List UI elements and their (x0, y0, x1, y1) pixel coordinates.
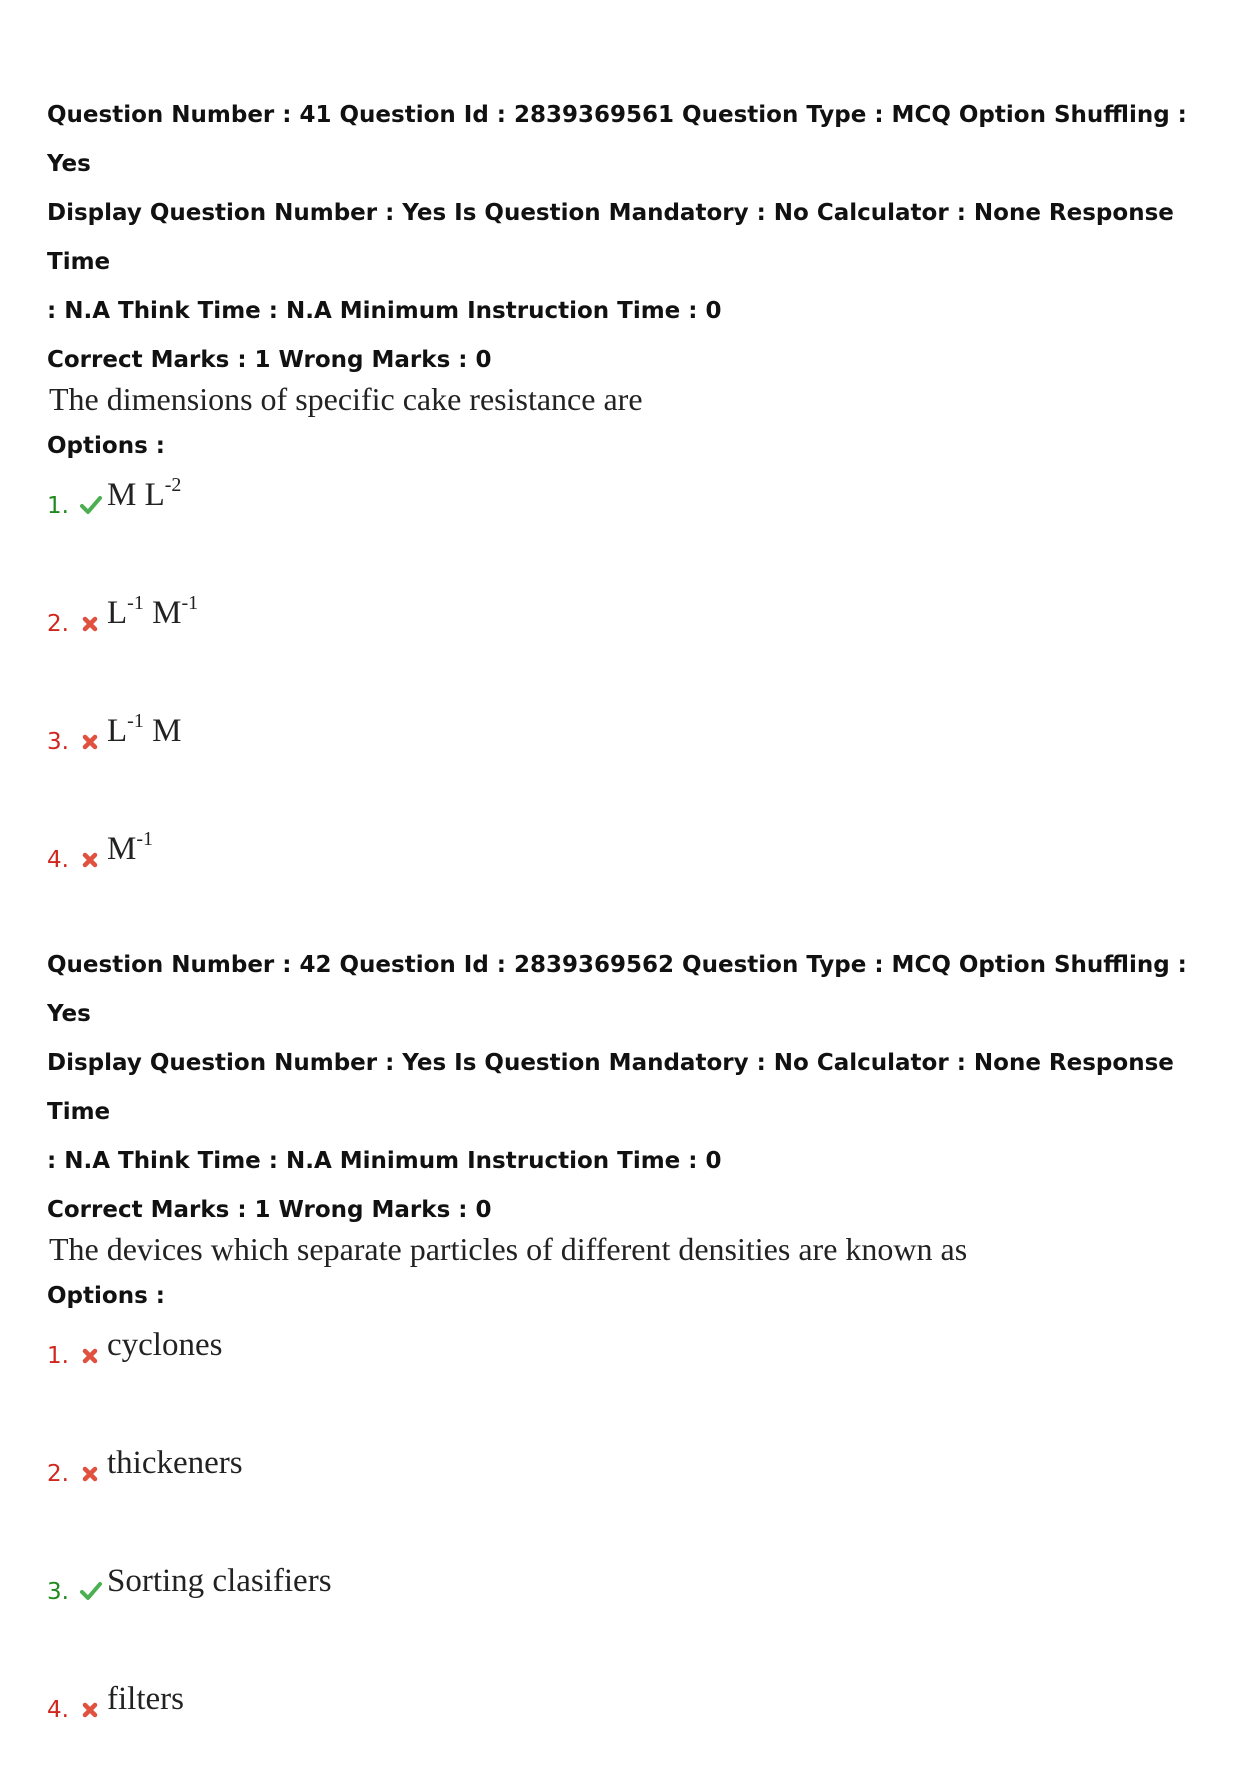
question-text: The dimensions of specific cake resistance are (49, 381, 643, 417)
question-meta-line: : N.A Think Time : N.A Minimum Instruction Time : 0 (47, 298, 722, 324)
option-text (107, 1679, 184, 1719)
option-superscript: -1 (136, 828, 154, 850)
option-text-run: Sorting clasifiers (107, 1563, 332, 1599)
option-text-run: filters (107, 1681, 184, 1717)
option-text-run: M (143, 595, 182, 631)
option-number: 1. (47, 1343, 69, 1369)
cross-icon (79, 1697, 103, 1721)
cross-icon (79, 847, 103, 871)
option-item (47, 461, 1207, 579)
option-number: 2. (47, 611, 69, 637)
option-superscript: -1 (127, 592, 144, 614)
question-meta-line: : N.A Think Time : N.A Minimum Instruction Time : 0 (47, 1148, 722, 1174)
option-text (107, 475, 181, 515)
option-text (107, 711, 181, 751)
option-superscript: -1 (181, 592, 199, 614)
options-list (47, 1311, 1207, 1783)
option-item (47, 1665, 1207, 1783)
cross-icon (79, 1461, 103, 1485)
question-marks: Correct Marks : 1 Wrong Marks : 0 (47, 347, 492, 373)
option-text (107, 593, 198, 633)
option-text (107, 829, 153, 869)
check-icon (79, 1579, 103, 1603)
option-text-run: L (107, 595, 128, 631)
option-item (47, 697, 1207, 815)
option-item (47, 579, 1207, 697)
options-label: Options : (47, 433, 165, 459)
option-text-run: thickeners (107, 1445, 243, 1481)
option-number: 1. (47, 493, 69, 519)
option-text-run: L (107, 713, 128, 749)
option-text (107, 1443, 243, 1483)
options-label: Options : (47, 1283, 165, 1309)
option-superscript: -1 (127, 710, 144, 732)
option-number: 2. (47, 1461, 69, 1487)
option-number: 3. (47, 1579, 69, 1605)
question-block (47, 941, 1207, 1783)
option-item (47, 1311, 1207, 1429)
options-list (47, 461, 1207, 933)
check-icon (79, 493, 103, 517)
question-text: The devices which separate particles of different densities are known as (49, 1231, 968, 1267)
option-item (47, 1547, 1207, 1665)
question-meta-line: Question Number : 41 Question Id : 2839369561 Question Type : MCQ Option Shuffling : Yes (47, 102, 1187, 177)
option-text (107, 1325, 222, 1365)
cross-icon (79, 611, 103, 635)
question-meta-line: Display Question Number : Yes Is Question Mandatory : No Calculator : None Response Time (47, 200, 1174, 275)
option-item (47, 815, 1207, 933)
question-meta-line: Question Number : 42 Question Id : 2839369562 Question Type : MCQ Option Shuffling : Yes (47, 952, 1187, 1027)
option-text-run: cyclones (107, 1327, 223, 1363)
cross-icon (79, 1343, 103, 1367)
question-marks: Correct Marks : 1 Wrong Marks : 0 (47, 1197, 492, 1223)
option-number: 4. (47, 847, 69, 873)
option-superscript: -2 (164, 474, 182, 496)
question-block (47, 91, 1207, 933)
option-text-run: M (143, 713, 182, 749)
option-text-run: M L (107, 477, 165, 513)
option-text-run: M (107, 831, 137, 867)
question-meta-line: Display Question Number : Yes Is Question Mandatory : No Calculator : None Response Time (47, 1050, 1174, 1125)
option-text (107, 1561, 332, 1601)
option-number: 4. (47, 1697, 69, 1723)
cross-icon (79, 729, 103, 753)
option-number: 3. (47, 729, 69, 755)
option-item (47, 1429, 1207, 1547)
